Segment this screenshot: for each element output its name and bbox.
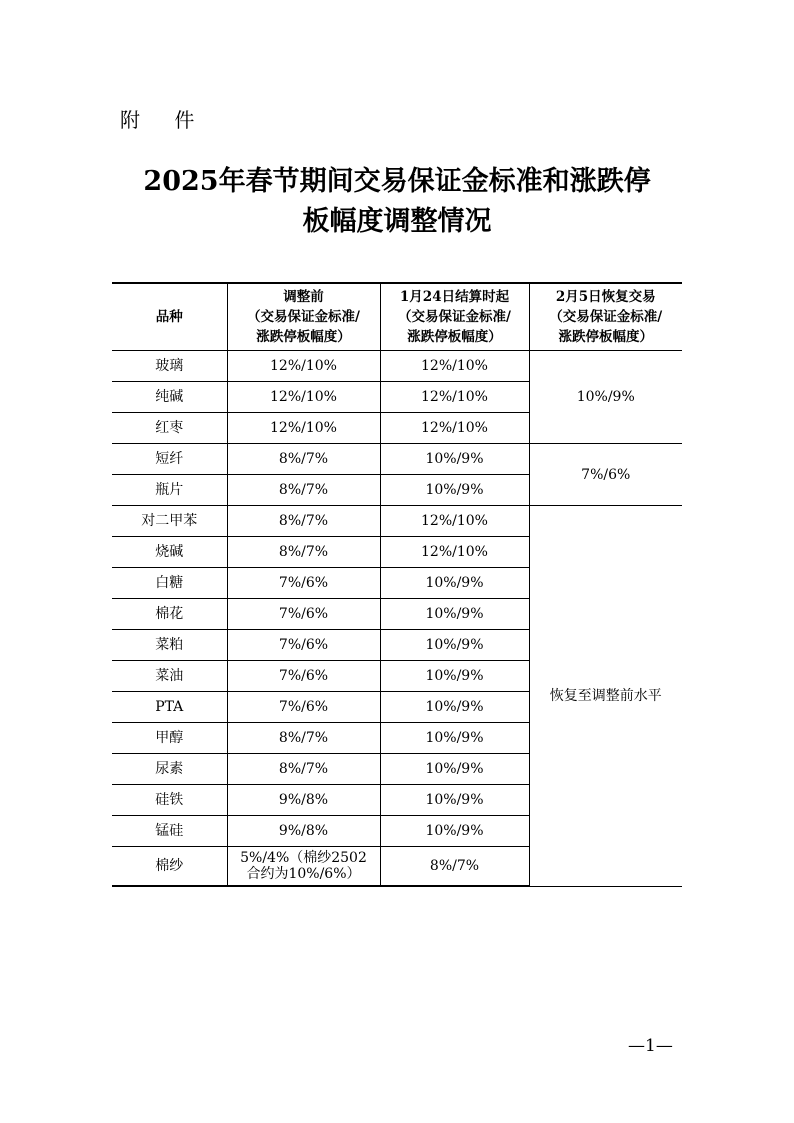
jan24-cell: 10%/9% bbox=[380, 599, 529, 630]
header-feb5 bbox=[529, 283, 682, 351]
before-cell: 12%/10% bbox=[227, 413, 380, 444]
document-title-line2: 板幅度调整情况 bbox=[302, 206, 492, 237]
jan24-cell: 10%/9% bbox=[380, 630, 529, 661]
table-row bbox=[112, 506, 682, 537]
before-cell: 7%/6% bbox=[227, 692, 380, 723]
variety-cell: 棉纱 bbox=[112, 847, 227, 887]
jan24-cell: 12%/10% bbox=[380, 382, 529, 413]
header-variety: 品种 bbox=[112, 283, 227, 351]
jan24-cell: 10%/9% bbox=[380, 444, 529, 475]
jan24-cell: 10%/9% bbox=[380, 754, 529, 785]
before-cell: 8%/7% bbox=[227, 537, 380, 568]
variety-cell: 菜粕 bbox=[112, 630, 227, 661]
jan24-cell: 12%/10% bbox=[380, 413, 529, 444]
header-feb5-line1: 2月5日恢复交易 bbox=[555, 289, 656, 305]
header-feb5-line2: （交易保证金标准/ bbox=[549, 309, 663, 325]
jan24-cell: 10%/9% bbox=[380, 475, 529, 506]
variety-cell: 锰硅 bbox=[112, 816, 227, 847]
feb5-group-cell: 恢复至调整前水平 bbox=[529, 506, 682, 887]
variety-cell: PTA bbox=[112, 692, 227, 723]
table-header-row bbox=[112, 283, 682, 351]
variety-cell: 纯碱 bbox=[112, 382, 227, 413]
variety-cell: 瓶片 bbox=[112, 475, 227, 506]
before-cell: 7%/6% bbox=[227, 630, 380, 661]
variety-cell: 甲醇 bbox=[112, 723, 227, 754]
jan24-cell: 10%/9% bbox=[380, 816, 529, 847]
header-jan24-line1: 1月24日结算时起 bbox=[399, 289, 510, 305]
header-jan24-line2: （交易保证金标准/ bbox=[398, 309, 511, 325]
before-cell bbox=[227, 847, 380, 887]
table-row bbox=[112, 351, 682, 382]
before-cell: 8%/7% bbox=[227, 475, 380, 506]
header-jan24 bbox=[380, 283, 529, 351]
header-before-line2: （交易保证金标准/ bbox=[247, 309, 360, 325]
variety-cell: 棉花 bbox=[112, 599, 227, 630]
variety-cell: 尿素 bbox=[112, 754, 227, 785]
jan24-cell: 10%/9% bbox=[380, 661, 529, 692]
page-number: —1— bbox=[628, 1036, 673, 1056]
variety-cell: 白糖 bbox=[112, 568, 227, 599]
attachment-label: 附 件 bbox=[120, 108, 209, 132]
document-title-line1: 2025年春节期间交易保证金标准和涨跌停 bbox=[143, 166, 651, 197]
before-cell: 9%/8% bbox=[227, 816, 380, 847]
jan24-cell: 10%/9% bbox=[380, 692, 529, 723]
before-cell: 12%/10% bbox=[227, 351, 380, 382]
variety-cell: 玻璃 bbox=[112, 351, 227, 382]
header-before-line1: 调整前 bbox=[283, 289, 324, 305]
feb5-group-cell: 7%/6% bbox=[529, 444, 682, 506]
feb5-group-cell: 10%/9% bbox=[529, 351, 682, 444]
jan24-cell: 12%/10% bbox=[380, 537, 529, 568]
jan24-cell: 10%/9% bbox=[380, 568, 529, 599]
before-cell: 7%/6% bbox=[227, 599, 380, 630]
table-row bbox=[112, 444, 682, 475]
variety-cell: 短纤 bbox=[112, 444, 227, 475]
jan24-cell: 8%/7% bbox=[380, 847, 529, 887]
variety-cell: 菜油 bbox=[112, 661, 227, 692]
header-before bbox=[227, 283, 380, 351]
jan24-cell: 10%/9% bbox=[380, 785, 529, 816]
before-cell-line1: 5%/4%（棉纱2502 bbox=[240, 850, 367, 866]
before-cell-line2: 合约为10%/6%） bbox=[246, 866, 361, 882]
variety-cell: 硅铁 bbox=[112, 785, 227, 816]
before-cell: 12%/10% bbox=[227, 382, 380, 413]
before-cell: 7%/6% bbox=[227, 661, 380, 692]
before-cell: 9%/8% bbox=[227, 785, 380, 816]
jan24-cell: 10%/9% bbox=[380, 723, 529, 754]
header-jan24-line3: 涨跌停板幅度） bbox=[407, 329, 502, 345]
variety-cell: 红枣 bbox=[112, 413, 227, 444]
before-cell: 8%/7% bbox=[227, 444, 380, 475]
jan24-cell: 12%/10% bbox=[380, 506, 529, 537]
before-cell: 8%/7% bbox=[227, 723, 380, 754]
adjustment-table bbox=[112, 282, 682, 887]
variety-cell: 烧碱 bbox=[112, 537, 227, 568]
jan24-cell: 12%/10% bbox=[380, 351, 529, 382]
before-cell: 8%/7% bbox=[227, 506, 380, 537]
header-feb5-line3: 涨跌停板幅度） bbox=[558, 329, 653, 345]
header-before-line3: 涨跌停板幅度） bbox=[256, 329, 351, 345]
before-cell: 7%/6% bbox=[227, 568, 380, 599]
before-cell: 8%/7% bbox=[227, 754, 380, 785]
variety-cell: 对二甲苯 bbox=[112, 506, 227, 537]
